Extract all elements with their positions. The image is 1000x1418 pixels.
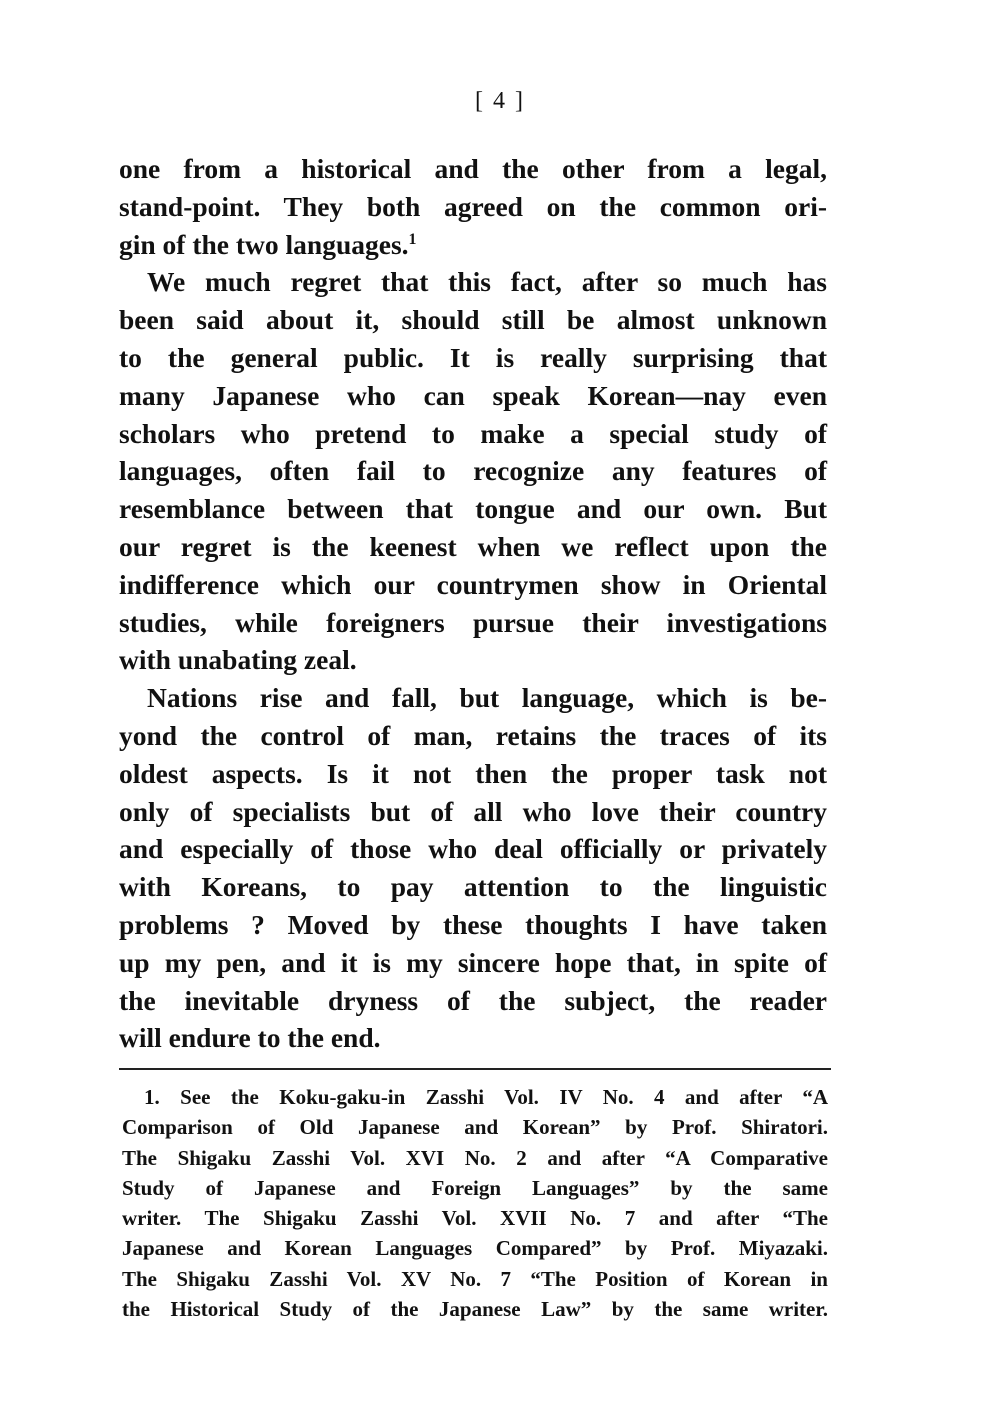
text-line: will endure to the end. bbox=[119, 1022, 381, 1054]
text-line: resemblance between that tongue and our own. But bbox=[119, 493, 827, 525]
text-line: been said about it, should still be almost unknown bbox=[119, 304, 827, 336]
footnote-line: 1. See the Koku-gaku-in Zasshi Vol. IV No. 4 and after “A bbox=[144, 1085, 828, 1109]
footnote-line: The Shigaku Zasshi Vol. XV No. 7 “The Position of Korean in bbox=[122, 1266, 828, 1291]
text-line: problems ? Moved by these thoughts I have taken bbox=[119, 908, 827, 940]
text-line: with Koreans, to pay attention to the linguistic bbox=[119, 871, 827, 903]
text-line: We much regret that this fact, after so much has bbox=[147, 266, 827, 298]
footnote-line: Study of Japanese and Foreign Languages” by the same bbox=[122, 1175, 828, 1200]
footnote-divider bbox=[119, 1068, 831, 1070]
text-line: up my pen, and it is my sincere hope that, in spite of bbox=[119, 946, 827, 978]
text-line: the inevitable dryness of the subject, the reader bbox=[119, 984, 827, 1016]
footnote-line: writer. The Shigaku Zasshi Vol. XVII No. 7 and after “The bbox=[122, 1206, 828, 1231]
footnote-marker: 1 bbox=[408, 230, 417, 248]
text-line: our regret is the keenest when we reflect upon the bbox=[119, 530, 827, 562]
text-line: stand-point. They both agreed on the common ori- bbox=[119, 190, 827, 222]
footnote-line: Comparison of Old Japanese and Korean” by Prof. Shiratori. bbox=[122, 1115, 828, 1140]
text-line: one from a historical and the other from a legal, bbox=[119, 153, 827, 184]
page-number: [ 4 ] bbox=[475, 88, 525, 114]
text-line: only of specialists but of all who love their country bbox=[119, 795, 827, 827]
footnote bbox=[122, 1082, 828, 1324]
text-line: yond the control of man, retains the traces of its bbox=[119, 719, 827, 751]
text-line: and especially of those who deal officially or privately bbox=[119, 833, 827, 865]
main-text bbox=[119, 150, 827, 1057]
text-line: oldest aspects. Is it not then the proper task not bbox=[119, 757, 827, 789]
text-line-content: gin of the two languages. bbox=[119, 228, 409, 260]
footnote-line: Japanese and Korean Languages Compared” by Prof. Miyazaki. bbox=[122, 1236, 828, 1261]
text-line: indifference which our countrymen show in Oriental bbox=[119, 568, 827, 600]
text-line: many Japanese who can speak Korean—nay even bbox=[119, 379, 827, 411]
text-line: languages, often fail to recognize any features of bbox=[119, 455, 827, 487]
text-line: with unabating zeal. bbox=[119, 644, 357, 676]
text-line bbox=[119, 226, 827, 264]
footnote-line: the Historical Study of the Japanese Law” by the same writer. bbox=[122, 1297, 828, 1322]
text-line: scholars who pretend to make a special study of bbox=[119, 417, 827, 449]
text-line: Nations rise and fall, but language, which is be- bbox=[147, 682, 827, 714]
footnote-line: The Shigaku Zasshi Vol. XVI No. 2 and after “A Comparative bbox=[122, 1145, 828, 1170]
text-line: studies, while foreigners pursue their investigations bbox=[119, 606, 827, 638]
text-line: to the general public. It is really surprising that bbox=[119, 341, 827, 373]
